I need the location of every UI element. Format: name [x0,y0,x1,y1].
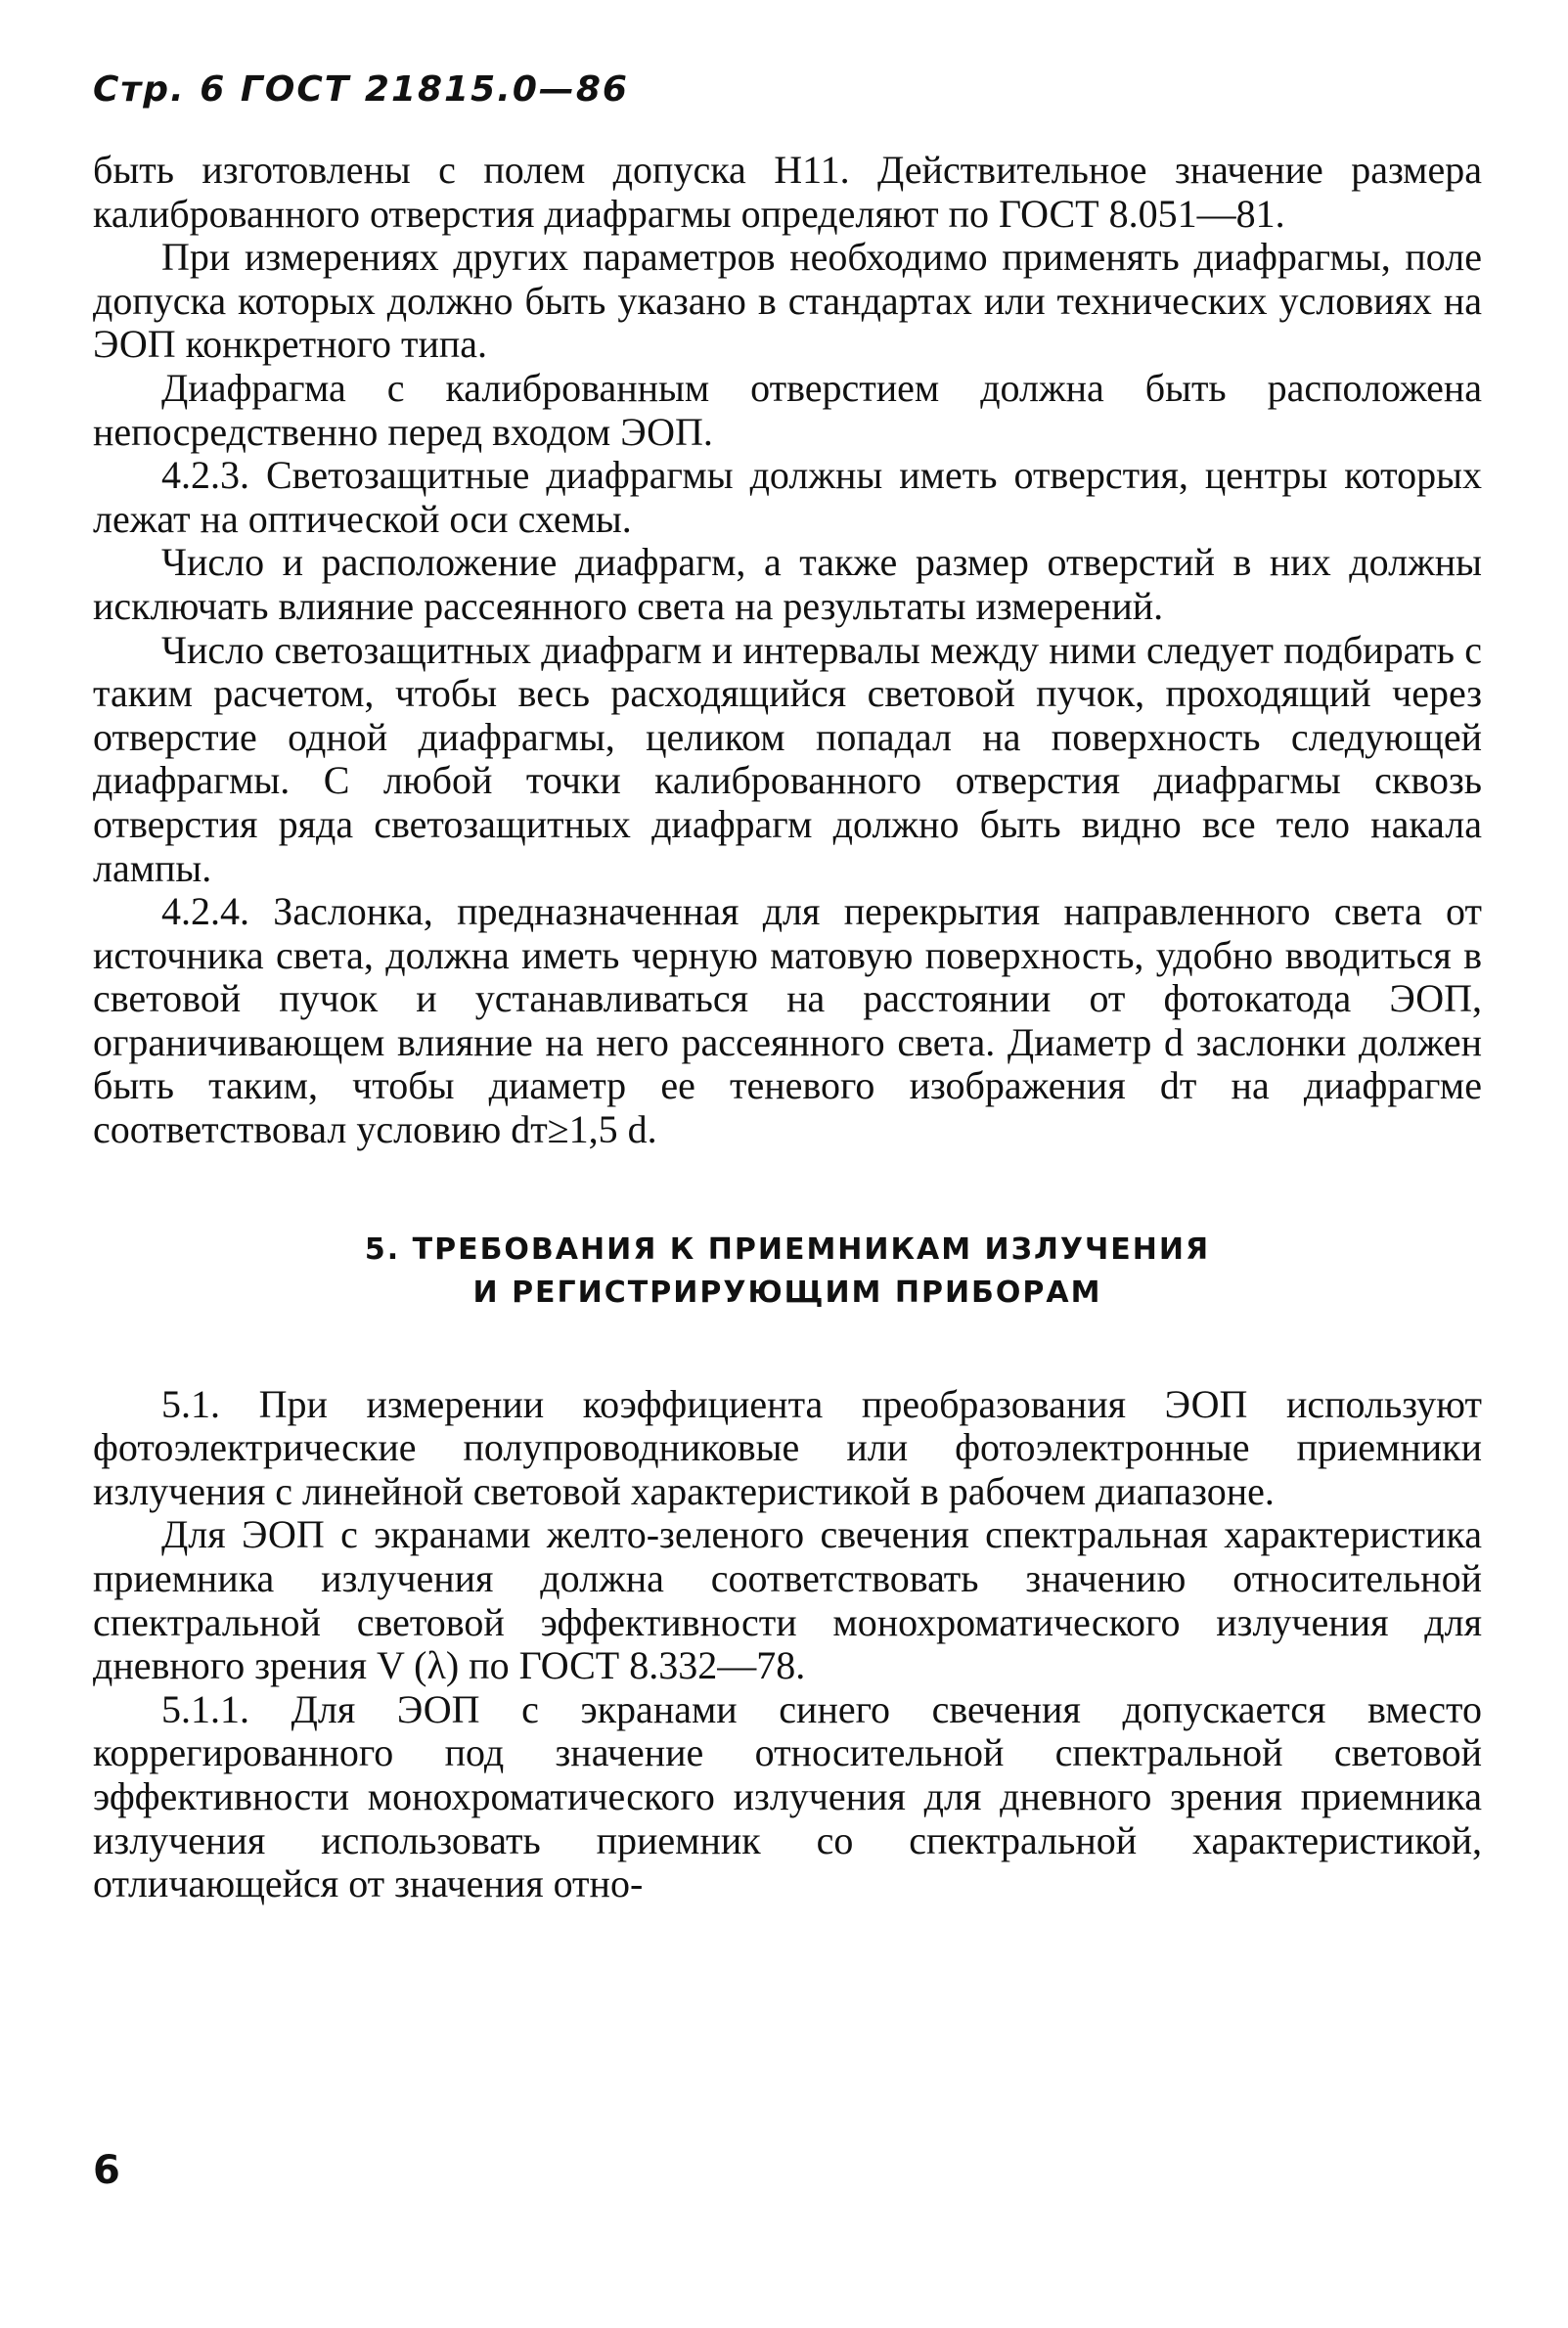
document-page [93,65,1482,2305]
paragraph-4-2-3: 4.2.3. Светозащитные диафрагмы должны иметь отверстия, центры которых лежат на оптической оси схемы. [93,453,1482,541]
page-header: Стр. 6 ГОСТ 21815.0—86 [93,69,629,110]
section-heading-line-1: 5. ТРЕБОВАНИЯ К ПРИЕМНИКАМ ИЗЛУЧЕНИЯ [364,1231,1211,1267]
paragraph-5-1: 5.1. При измерении коэффициента преобразования ЭОП используют фотоэлектрические полупроводниковые или фотоэлектронные приемники излучения с линейной световой характеристикой в рабочем диапазоне. [93,1381,1482,1513]
paragraph-continuation: быть изготовлены с полем допуска H11. Действительное значение размера калиброванного отверстия диафрагмы определяют по ГОСТ 8.051—81. [93,148,1482,236]
paragraph-4-2-4: 4.2.4. Заслонка, предназначенная для перекрытия направленного света от источника света, должна иметь черную матовую поверхность, удобно вводиться в световой пучок и устанавливаться на расстоянии от фотокатода ЭОП, ограничивающем влияние на него рассеянного света. Диаметр d заслонки должен быть таким, чтобы диаметр ее теневого изображения dт на диафрагме соответствовал условию dт≥1,5 d. [93,889,1482,1152]
paragraph-5-1-1: 5.1.1. Для ЭОП с экранами синего свечения допускается вместо коррегированного под значение относительной спектральной световой эффективности монохроматического излучения для дневного зрения приемника излучения использовать приемник со спектральной характеристикой, отличающейся от значения отно- [93,1686,1482,1906]
paragraph: При измерениях других параметров необходимо применять диафрагмы, поле допуска которых должно быть указано в стандартах или технических условиях на ЭОП конкретного типа. [93,235,1482,367]
paragraph: Число и расположение диафрагм, а также размер отверстий в них должны исключать влияние рассеянного света на результаты измерений. [93,540,1482,628]
paragraph: Число светозащитных диафрагм и интервалы между ними следует подбирать с таким расчетом, чтобы весь расходящийся световой пучок, проходящий через отверстие одной диафрагмы, целиком попадал на поверхность следующей диафрагмы. С любой точки калиброванного отверстия диафрагмы сквозь отверстия ряда светозащитных диафрагм должно быть видно все тело накала лампы. [93,627,1482,890]
paragraph: Диафрагма с калиброванным отверстием должна быть расположена непосредственно перед входом ЭОП. [93,365,1482,454]
page-number: 6 [93,2148,120,2193]
document-body [93,149,1482,1906]
paragraph: Для ЭОП с экранами желто-зеленого свечения спектральная характеристика приемника излучения должна соответствовать значению относительной спектральной световой эффективности монохроматического излучения для дневного зрения V (λ) по ГОСТ 8.332—78. [93,1512,1482,1688]
section-heading-line-2: И РЕГИСТРИРУЮЩИМ ПРИБОРАМ [472,1275,1102,1310]
section-heading [93,1229,1482,1315]
